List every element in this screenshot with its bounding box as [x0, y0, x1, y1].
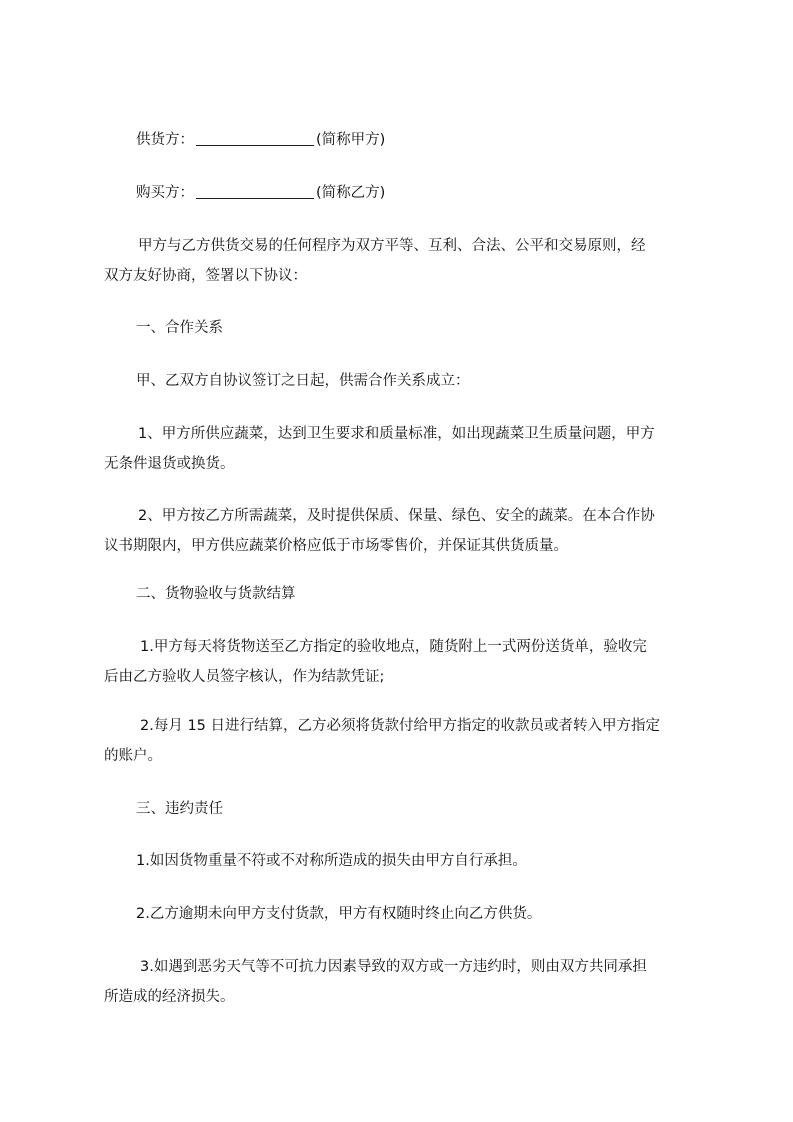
buyer-note: (简称乙方) [316, 185, 386, 201]
section3-item1: 1.如因货物重量不符或不对称所造成的损失由甲方自行承担。 [136, 853, 527, 869]
intro-line-1: 甲方与乙方供货交易的任何程序为双方平等、互利、合法、公平和交易原则，经 [138, 238, 646, 254]
supplier-note: (简称甲方) [316, 132, 386, 148]
section3-item3-line2: 所造成的经济损失。 [104, 989, 235, 1005]
section1-item2-line1: 2、甲方按乙方所需蔬菜，及时提供保质、保量、绿色、安全的蔬菜。在本合作协 [138, 508, 655, 524]
section2-item1-line2: 后由乙方验收人员签字核认，作为结款凭证; [104, 669, 385, 685]
section1-lead: 甲、乙双方自协议签订之日起，供需合作关系成立： [136, 373, 470, 389]
section1-heading: 一、合作关系 [136, 320, 223, 336]
section3-heading: 三、违约责任 [136, 801, 223, 817]
section2-item2-line1: 2.每月 15 日进行结算，乙方必须将货款付给甲方指定的收款员或者转入甲方指定 [140, 718, 661, 734]
section1-item2-line2: 议书期限内，甲方供应蔬菜价格应低于市场零售价，并保证其供货质量。 [104, 538, 568, 554]
supplier-blank [196, 131, 314, 146]
intro-line-2: 双方友好协商，签署以下协议： [104, 268, 307, 284]
buyer-label: 购买方： [136, 185, 194, 201]
section3-item2: 2.乙方逾期未向甲方支付货款，甲方有权随时终止向乙方供货。 [136, 906, 542, 922]
section2-item1-line1: 1.甲方每天将货物送至乙方指定的验收地点，随货附上一式两份送货单，验收完 [140, 639, 647, 655]
supplier-line [136, 130, 385, 150]
buyer-line [136, 183, 385, 203]
buyer-blank [196, 184, 314, 199]
section2-item2-line2: 的账户。 [104, 748, 162, 764]
section3-item3-line1: 3.如遇到恶劣天气等不可抗力因素导致的双方或一方违约时，则由双方共同承担 [140, 959, 647, 975]
supplier-label: 供货方： [136, 132, 194, 148]
section2-heading: 二、货物验收与货款结算 [136, 586, 296, 602]
section1-item1-line2: 无条件退货或换货。 [104, 456, 235, 472]
section1-item1-line1: 1、甲方所供应蔬菜，达到卫生要求和质量标准，如出现蔬菜卫生质量问题，甲方 [138, 426, 655, 442]
